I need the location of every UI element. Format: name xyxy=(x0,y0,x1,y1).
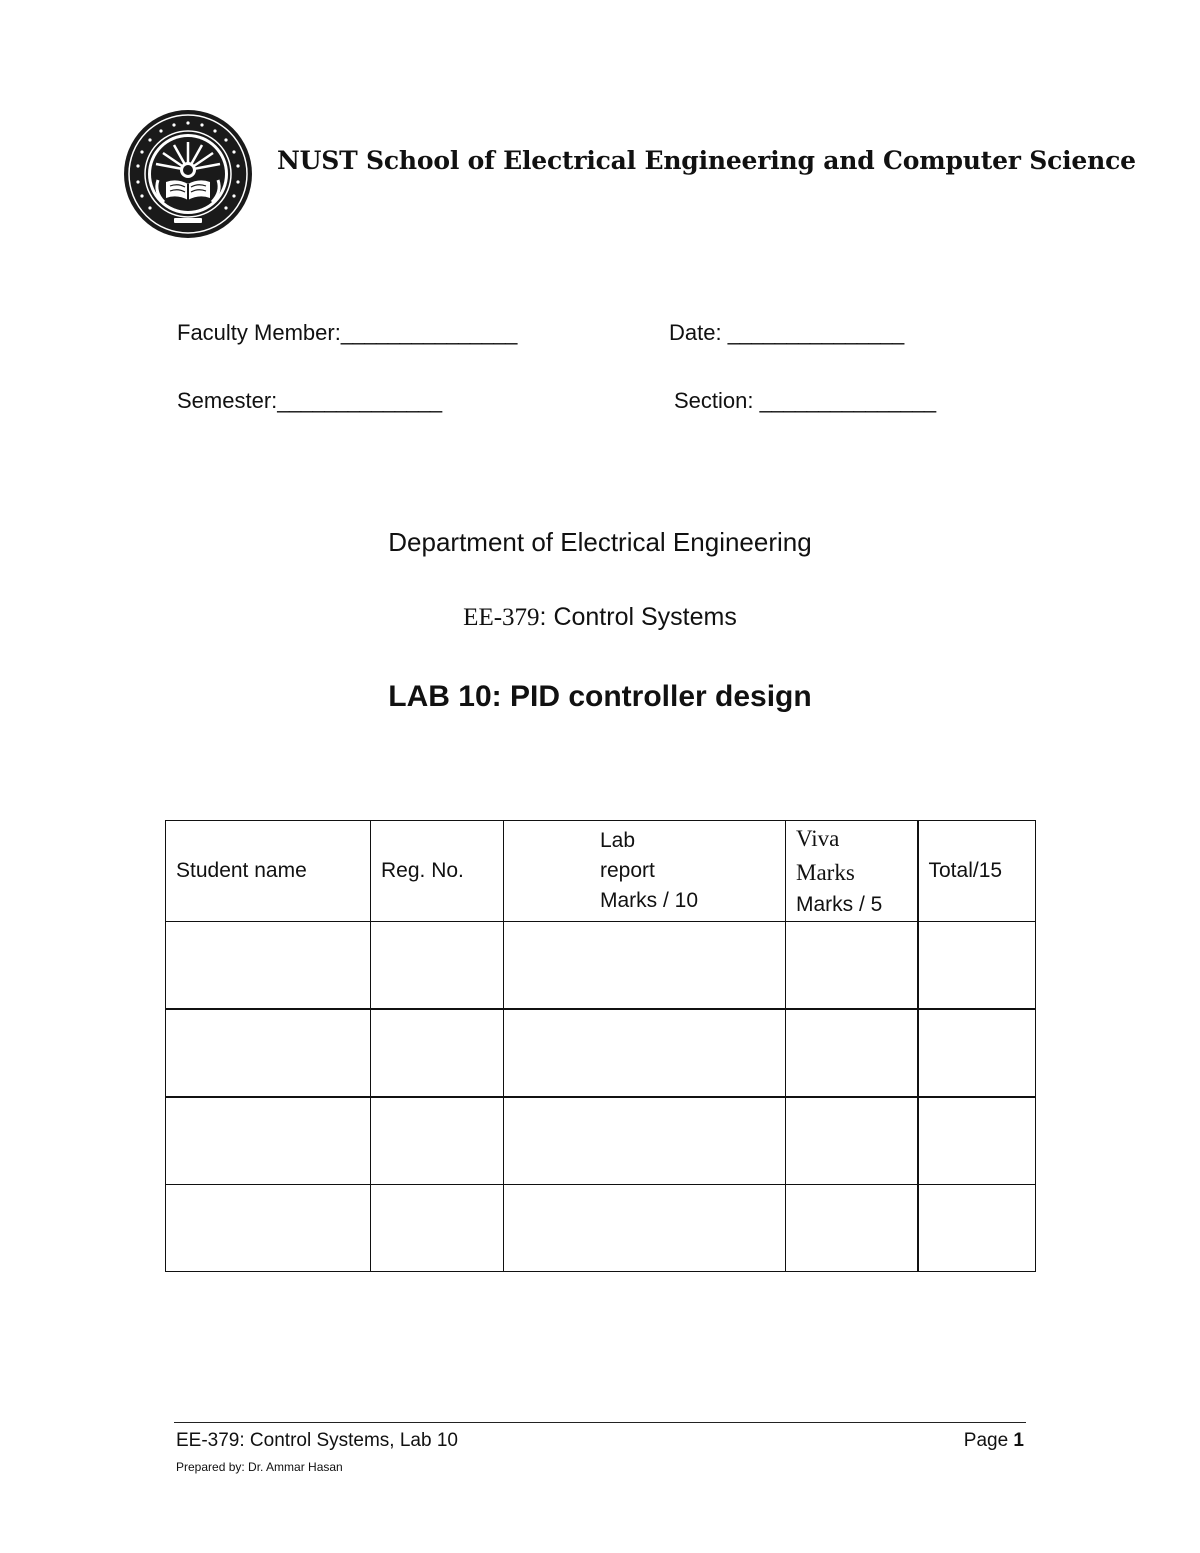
university-seal-logo xyxy=(122,108,254,240)
lab-title: LAB 10: PID controller design xyxy=(388,680,812,713)
lab-report-cell[interactable] xyxy=(504,1185,786,1272)
section-label: Section: xyxy=(674,388,760,413)
course-title xyxy=(0,603,1200,632)
section-blank: _______________ xyxy=(759,388,936,413)
faculty-member-blank: _______________ xyxy=(340,320,517,345)
reg-no-cell[interactable] xyxy=(371,1097,504,1185)
header-lab-report xyxy=(504,821,786,922)
header-viva-marks xyxy=(786,821,918,922)
viva-marks-cell[interactable] xyxy=(786,1185,918,1272)
header-viva-line2: Marks xyxy=(796,860,855,885)
reg-no-cell[interactable] xyxy=(371,1185,504,1272)
lab-report-cell[interactable] xyxy=(504,922,786,1010)
table-header-row xyxy=(166,821,1036,922)
total-cell[interactable] xyxy=(918,1009,1036,1097)
student-name-cell[interactable] xyxy=(166,922,371,1010)
faculty-member-label: Faculty Member: xyxy=(177,320,341,345)
header-lab-line3: Marks / 10 xyxy=(600,889,699,912)
header-total: Total/15 xyxy=(918,821,1036,922)
student-name-cell[interactable] xyxy=(166,1097,371,1185)
date-label: Date: xyxy=(669,320,728,345)
viva-marks-cell[interactable] xyxy=(786,922,918,1010)
table-row xyxy=(166,1185,1036,1272)
student-name-cell[interactable] xyxy=(166,1185,371,1272)
prepared-by: Prepared by: Dr. Ammar Hasan xyxy=(176,1460,343,1474)
institution-name: NUST School of Electrical Engineering and Computer Science xyxy=(277,146,1136,175)
course-name: : Control Systems xyxy=(539,603,737,631)
table-row xyxy=(166,922,1036,1010)
lab-report-cell[interactable] xyxy=(504,1097,786,1185)
reg-no-cell[interactable] xyxy=(371,1009,504,1097)
footer-page-number xyxy=(964,1430,1024,1452)
section-field xyxy=(674,388,936,414)
course-code: EE-379 xyxy=(463,604,540,631)
header-student-name: Student name xyxy=(166,821,371,922)
reg-no-cell[interactable] xyxy=(371,922,504,1010)
header-lab-line2: report xyxy=(600,859,655,882)
footer-divider xyxy=(174,1422,1026,1423)
marks-table xyxy=(165,820,1036,1272)
viva-marks-cell[interactable] xyxy=(786,1097,918,1185)
total-cell[interactable] xyxy=(918,1185,1036,1272)
student-name-cell[interactable] xyxy=(166,1009,371,1097)
semester-blank: ______________ xyxy=(277,388,442,413)
page-number-value: 1 xyxy=(1013,1430,1024,1451)
faculty-member-field xyxy=(177,320,517,346)
semester-label: Semester: xyxy=(177,388,278,413)
date-blank: _______________ xyxy=(727,320,904,345)
header-viva-line3: Marks / 5 xyxy=(796,893,883,916)
table-row xyxy=(166,1009,1036,1097)
semester-field xyxy=(177,388,442,414)
seal-icon xyxy=(122,108,254,240)
page-label: Page xyxy=(963,1430,1009,1451)
total-cell[interactable] xyxy=(918,1097,1036,1185)
total-cell[interactable] xyxy=(918,922,1036,1010)
lab-report-cell[interactable] xyxy=(504,1009,786,1097)
footer-course-label: EE-379: Control Systems, Lab 10 xyxy=(176,1430,458,1451)
header-viva-line1: Viva xyxy=(796,826,840,851)
header-lab-line1: Lab xyxy=(600,829,636,852)
table-row xyxy=(166,1097,1036,1185)
date-field xyxy=(669,320,904,346)
header-reg-no: Reg. No. xyxy=(371,821,504,922)
viva-marks-cell[interactable] xyxy=(786,1009,918,1097)
department-title: Department of Electrical Engineering xyxy=(388,527,812,557)
